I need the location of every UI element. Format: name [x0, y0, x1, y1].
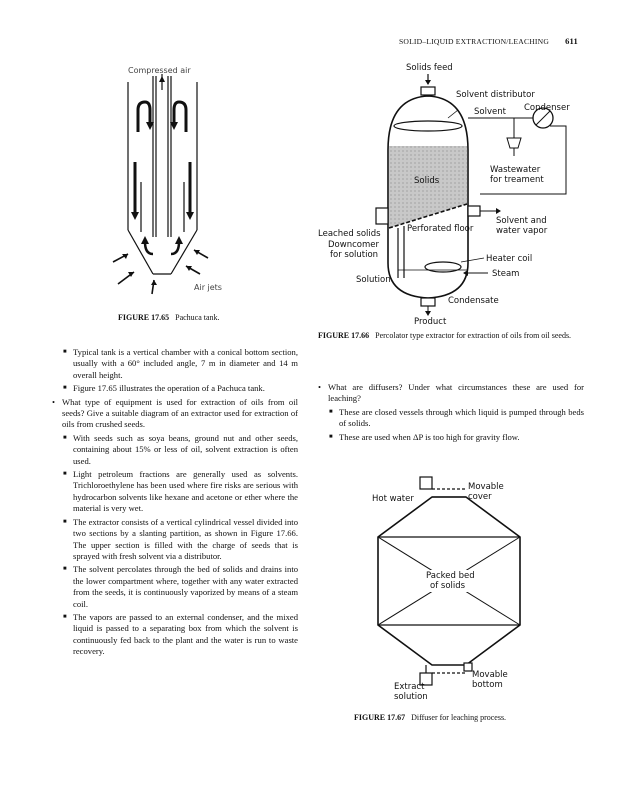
label-bottom: bottom	[472, 680, 503, 690]
label-air-jets: Air jets	[194, 283, 222, 292]
list-item: ■ Figure 17.65 illustrates the operation of a Pachuca tank.	[63, 383, 265, 394]
bullet-text: Typical tank is a vertical chamber with a conical bottom section, usually with a 60° included angle, 7 m in diameter and 14 m overall height.	[73, 347, 298, 380]
list-item: ■ The extractor consists of a vertical cylindrical vessel divided into two sections by a slanting partition, as shown in Figure 17.66. The upper section is filled with the charge of seeds that is sprayed with fresh solvent via a distributor.	[63, 516, 298, 561]
list-item: ■ With seeds such as soya beans, ground nut and other seeds, containing about 15% or less of oil, solvent extraction is often used.	[63, 432, 298, 466]
caption-figure-17-65	[118, 312, 318, 323]
list-item: ■ These are closed vessels through which liquid is pumped through beds of solids.	[329, 406, 584, 429]
bullet-text: The vapors are passed to an external condenser, and the mixed liquid is passed to a separating box from which the solvent is continuously fed back to the plant and the water is run to waste recovery.	[73, 611, 298, 657]
label-cover: cover	[468, 492, 492, 502]
label-for-solution: for solution	[330, 250, 379, 260]
left-column	[52, 347, 298, 660]
question-item: • What type of equipment is used for extraction of oils from oil seeds? Give a suitable diagram of an extractor used for extraction of oils from crushed seeds.	[52, 396, 298, 430]
label-solution: Solution	[356, 275, 391, 285]
label-heater-coil: Heater coil	[486, 254, 533, 264]
list-item: ■ The solvent percolates through the bed of solids and drains into the lower compartment where, together with any water extracted from the seeds, it is continuously vaporized by means of a steam coil.	[63, 564, 298, 609]
label-steam: Steam	[492, 269, 520, 279]
bullet-text: These are used when ΔP is too high for gravity flow.	[339, 431, 520, 442]
bullet-text: The solvent percolates through the bed of solids and drains into the lower compartment where, together with any water extracted from the seeds, it is continuously vaporized by means of a steam coil.	[73, 564, 298, 609]
label-wastewater: Wastewater	[490, 165, 541, 175]
bullet-text: These are closed vessels through which liquid is pumped through beds of solids.	[339, 406, 584, 429]
label-solids: Solids	[414, 176, 440, 186]
right-column	[318, 382, 584, 445]
label-movable-bottom: Movable	[472, 670, 508, 680]
label-solvent-distributor: Solvent distributor	[456, 90, 535, 100]
list-item: ■ The vapors are passed to an external condenser, and the mixed liquid is passed to a separating box from which the solvent is continuously fed back to the plant and the water is run to waste recovery.	[63, 611, 298, 657]
label-compressed-air: Compressed air	[128, 66, 191, 75]
bullet-text: Light petroleum fractions are generally used as solvents. Trichloroethylene has been used where fire risks are serious with hydrocarbon solvents like hexane and acetone or ether where the material is very wet.	[73, 469, 298, 514]
question-item: • What are diffusers? Under what circumstances these are used for leaching?	[318, 382, 584, 404]
question-text: What are diffusers? Under what circumstances these are used for leaching?	[328, 382, 584, 404]
caption-figure-17-67	[354, 712, 584, 723]
figure-diffuser	[360, 475, 560, 703]
running-header	[0, 36, 578, 46]
label-for-treatment: for treament	[490, 175, 544, 185]
label-extract: Extract	[394, 682, 425, 692]
page-number: 611	[565, 36, 578, 46]
label-product: Product	[414, 317, 447, 326]
figure-caption: Pachuca tank.	[175, 313, 220, 322]
caption-figure-17-66	[318, 330, 580, 341]
list-item: ■ Light petroleum fractions are generally used as solvents. Trichloroethylene has been used where fire risks are serious with hydrocarbon solvents like hexane and acetone or ether where the material is very wet.	[63, 469, 298, 514]
bullet-text: The extractor consists of a vertical cylindrical vessel divided into two sections by a slanting partition, as shown in Figure 17.66. The upper section is filled with the charge of seeds that is sprayed with fresh solvent via a distributor.	[73, 516, 298, 561]
question-text: What type of equipment is used for extraction of oils from oil seeds? Give a suitable diagram of an extractor used for extraction of oils from crushed seeds.	[62, 396, 298, 430]
label-perforated-floor: Perforated floor	[407, 224, 474, 234]
label-downcomer: Downcomer	[328, 240, 379, 250]
running-title: SOLID–LIQUID EXTRACTION/LEACHING	[398, 37, 549, 46]
label-solution: solution	[394, 692, 428, 702]
figure-number: FIGURE 17.66	[318, 331, 370, 340]
figure-percolator-extractor	[318, 58, 580, 326]
list-item: ■ These are used when ΔP is too high for gravity flow.	[329, 431, 520, 442]
figure-caption: Percolator type extractor for extraction of oils from oil seeds.	[375, 331, 572, 340]
label-water-vapor: water vapor	[496, 226, 548, 236]
label-condensate: Condensate	[448, 296, 499, 306]
label-movable-cover: Movable	[468, 482, 504, 492]
figure-number: FIGURE 17.65	[118, 313, 170, 322]
bullet-text: Figure 17.65 illustrates the operation of a Pachuca tank.	[73, 383, 265, 394]
label-of-solids: of solids	[430, 581, 466, 591]
list-item: ■ Typical tank is a vertical chamber with a conical bottom section, usually with a 60° included angle, 7 m in diameter and 14 m overall height.	[63, 347, 298, 380]
figure-caption: Diffuser for leaching process.	[411, 713, 507, 722]
label-condenser: Condenser	[524, 103, 570, 113]
bullet-text: With seeds such as soya beans, ground nut and other seeds, containing about 15% or less of oil, solvent extraction is often used.	[73, 432, 298, 466]
figure-number: FIGURE 17.67	[354, 713, 406, 722]
label-solids-feed: Solids feed	[406, 63, 453, 73]
label-leached-solids: Leached solids	[318, 229, 381, 239]
label-solvent-and: Solvent and	[496, 216, 547, 226]
label-solvent: Solvent	[474, 107, 506, 117]
label-hot-water: Hot water	[372, 494, 414, 504]
label-packed-bed: Packed bed	[426, 571, 475, 581]
figure-pachuca-tank	[110, 62, 230, 302]
